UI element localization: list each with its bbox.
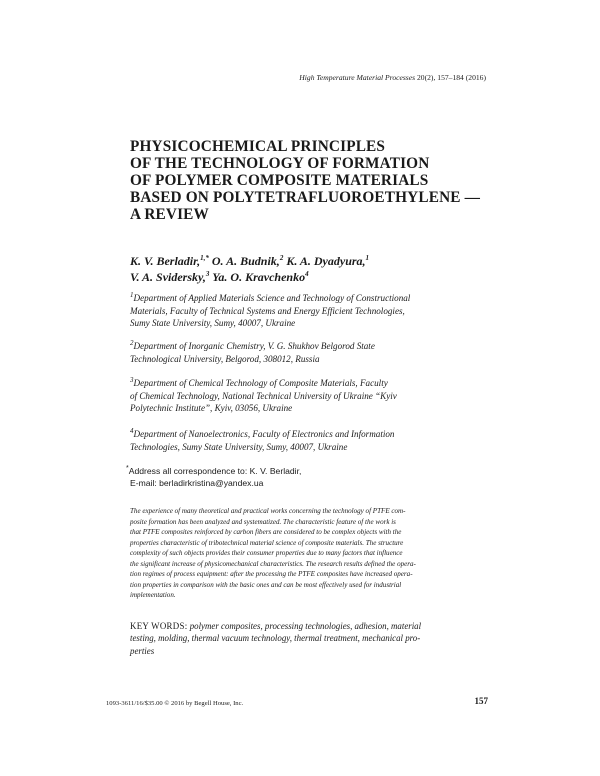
affiliation-3 xyxy=(130,377,500,415)
abstract-line: implementation. xyxy=(130,591,176,599)
copyright-line: 1093-3611/16/$35.00 © 2016 by Begell House, Inc. xyxy=(106,700,244,707)
affiliation-line: Sumy State University, Sumy, 40007, Ukraine xyxy=(130,318,296,329)
author-sup: 4 xyxy=(305,270,309,278)
abstract-line: tion properties in comparison with the basic ones and can be most effectively used for industrial xyxy=(130,580,402,589)
title-line: OF THE TECHNOLOGY OF FORMATION xyxy=(130,155,430,172)
title-line: PHYSICOCHEMICAL PRINCIPLES xyxy=(130,138,386,155)
affiliation-line: Technologies, Sumy State University, Sumy, 40007, Ukraine xyxy=(130,441,348,452)
abstract-line: posite formation has been analyzed and systematized. The characteristic feature of the work is xyxy=(130,517,396,526)
affiliation-line: Technological University, Belgorod, 308012, Russia xyxy=(130,353,320,364)
affiliation-number: 4 xyxy=(130,426,134,435)
author-list xyxy=(130,253,500,285)
keywords xyxy=(130,620,486,657)
affiliation-4 xyxy=(130,428,500,453)
affiliation-number: 1 xyxy=(130,290,134,299)
paper-title xyxy=(130,138,500,223)
keywords-text: perties xyxy=(130,645,155,656)
author-name: K. V. Berladir, xyxy=(130,254,201,268)
journal-name: High Temperature Material Processes xyxy=(299,73,416,82)
author-name: Ya. O. Kravchenko xyxy=(212,270,306,284)
author-name: V. A. Svidersky, xyxy=(130,270,206,284)
keywords-label: KEY WORDS: xyxy=(130,621,188,631)
correspondence xyxy=(126,466,496,489)
affiliation-line: of Chemical Technology, National Technical University of Ukraine “Kyiv xyxy=(130,390,397,401)
affiliation-number: 2 xyxy=(130,338,134,347)
correspondence-email: E-mail: berladirkristina@yandex.ua xyxy=(130,477,264,488)
abstract-line: that PTFE composites reinforced by carbon fibers are considered to be complex objects with the xyxy=(130,528,402,536)
title-line: BASED ON POLYTETRAFLUOROETHYLENE — xyxy=(130,189,481,206)
author-name: O. A. Budnik, xyxy=(211,254,280,268)
page-number: 157 xyxy=(474,696,488,706)
abstract-line: tion regimes of process equipment: after the processing the PTFE composites have increased opera- xyxy=(130,570,413,578)
author-sup: 1,* xyxy=(200,254,209,262)
abstract-line: the significant increase of physicomechanical characteristics. The research results defined the opera- xyxy=(130,559,416,568)
affiliation-line: Department of Nanoelectronics, Faculty of Electronics and Information xyxy=(133,429,395,439)
title-line: OF POLYMER COMPOSITE MATERIALS xyxy=(130,172,429,189)
affiliation-2 xyxy=(130,340,500,365)
abstract-line: The experience of many theoretical and practical works concerning the technology of PTFE com- xyxy=(130,507,406,515)
keywords-text: testing, molding, thermal vacuum technology, thermal treatment, mechanical pro- xyxy=(130,633,421,644)
affiliation-line: Department of Applied Materials Science and Technology of Constructional xyxy=(133,293,411,303)
author-name: K. A. Dyadyura, xyxy=(286,254,366,268)
keywords-text: polymer composites, processing technologies, adhesion, material xyxy=(189,621,422,631)
affiliation-1 xyxy=(130,292,500,330)
running-head xyxy=(299,73,486,82)
author-sup: 3 xyxy=(205,270,210,278)
year: (2016) xyxy=(465,73,486,82)
abstract xyxy=(130,506,486,601)
affiliation-number: 3 xyxy=(130,375,134,384)
author-sup: 2 xyxy=(279,254,284,262)
abstract-line: complexity of such objects provides their consumer properties due to many factors that influence xyxy=(130,549,403,557)
affiliation-line: Department of Chemical Technology of Composite Materials, Faculty xyxy=(133,378,388,388)
abstract-line: properties characteristic of tribotechnical material science of composite materials. The structure xyxy=(130,538,404,547)
affiliation-line: Polytechnic Institute”, Kyiv, 03056, Ukraine xyxy=(130,403,293,414)
affiliation-line: Materials, Faculty of Technical Systems and Energy Efficient Technologies, xyxy=(130,305,405,316)
author-sup: 1 xyxy=(365,254,370,262)
affiliation-line: Department of Inorganic Chemistry, V. G. Shukhov Belgorod State xyxy=(133,341,375,351)
page-range: 157–184 xyxy=(437,73,464,82)
correspondence-address: Address all correspondence to: K. V. Berladir, xyxy=(128,466,302,476)
volume-issue: 20(2), xyxy=(417,73,436,82)
correspondence-mark: * xyxy=(126,465,129,473)
title-line: A REVIEW xyxy=(130,206,209,223)
